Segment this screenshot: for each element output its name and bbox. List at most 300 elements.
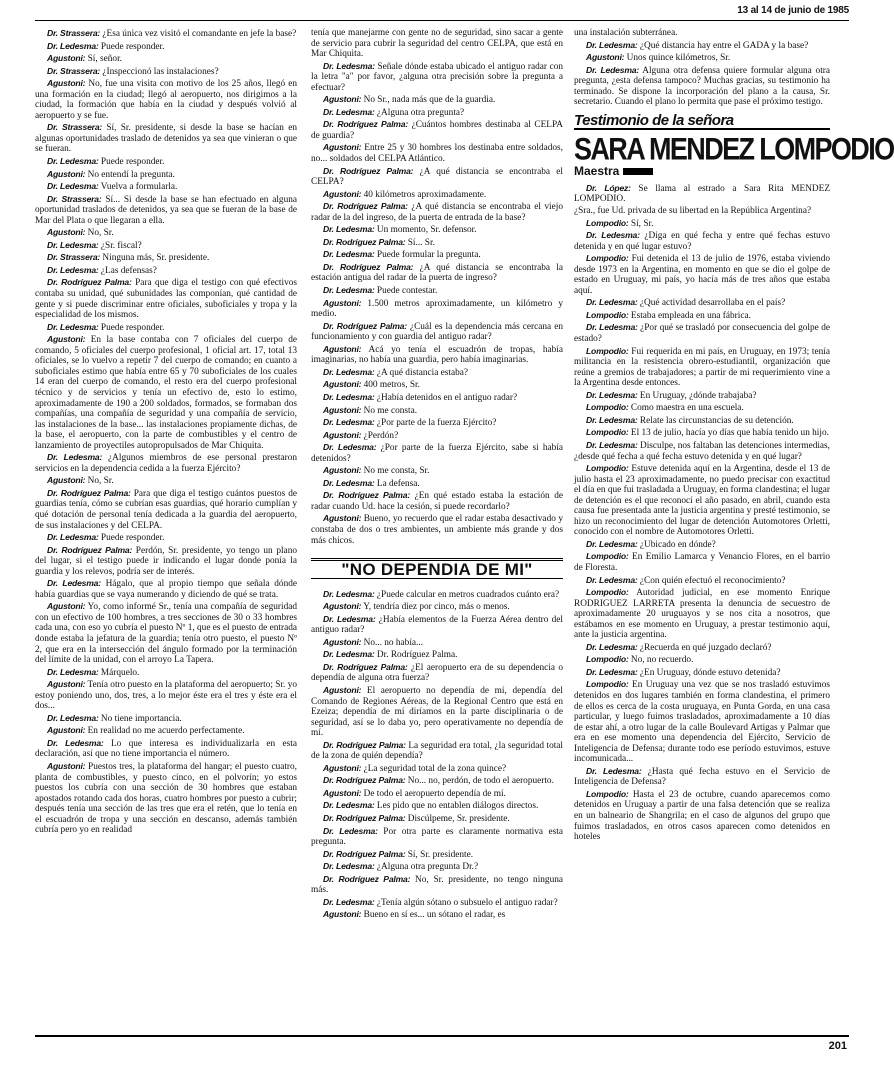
- column-2-part-a: [311, 28, 563, 546]
- speech-text: ¿A qué distancia se encontraba el CELPA?: [311, 166, 563, 188]
- transcript-paragraph: [35, 194, 297, 227]
- transcript-paragraph: [574, 28, 830, 39]
- speech-text: De todo el aeropuerto dependía de mí.: [361, 788, 506, 799]
- speaker-label: Dr. Ledesma:: [586, 297, 638, 308]
- speech-text: Se llama al estrado a Sara Rita MENDEZ LOMPODIO.: [574, 183, 831, 205]
- speech-text: Fui detenida el 13 de julio de 1976, estaba viviendo desde 1973 en la Argentina, en momento en que se dio el golpe de estado en Uruguay, mi país, yo hacía más de tres años que estaba aquí.: [574, 254, 830, 296]
- speaker-label: Dr. Rodríguez Palma:: [323, 119, 408, 130]
- speaker-label: Agustoni:: [47, 53, 86, 64]
- transcript-paragraph: [574, 463, 830, 538]
- transcript-paragraph: [311, 662, 563, 684]
- speech-text: No, Sr.: [85, 476, 114, 487]
- speech-text: Puestos tres, la plataforma del hangar; el puesto cuatro, planta de combustibles, y puesto cinco, en el polvorín; yo estos puestos los cubría con una sección de 30 hombres que estaban apostados rotando cada dos horas, cuatro hombres por puesto a cubrir; después tenía una sección de las tres que era el retén, que lo tenía en el escuadrón de tropa y una sección en descanso, además también cubría pero yo en realidad: [35, 762, 297, 836]
- speaker-label: Agustoni:: [323, 142, 362, 153]
- transcript-paragraph: [35, 667, 297, 679]
- speech-text: Entre 25 y 30 hombres los destinaba entre soldados, no... soldados del CELPA Atlántico.: [311, 143, 563, 165]
- speaker-label: Dr. Ledesma:: [586, 389, 638, 400]
- speaker-label: Agustoni:: [47, 475, 86, 486]
- speaker-label: Dr. Ledesma:: [586, 574, 638, 585]
- speech-text: Ninguna más, Sr. presidente.: [100, 253, 210, 264]
- speech-text: En Emilio Lamarca y Venancio Flores, en el barrio de Floresta.: [574, 552, 830, 573]
- transcript-paragraph: [574, 52, 830, 64]
- transcript-paragraph: [311, 874, 563, 896]
- transcript-paragraph: [311, 107, 563, 119]
- transcript-paragraph: [311, 513, 563, 546]
- speech-text: Alguna otra defensa quiere formular alguna otra pregunta, ¿esta defensa tampoco? Muchas gracias, su testimonio ha terminado. Se dispone la incorporación del plano a la causa, Sr. secretario. Cuando el plano lo permita que pase el próximo testigo.: [574, 65, 830, 108]
- speech-text: La seguridad era total, ¿la seguridad total de la zona de quién dependía?: [311, 740, 564, 762]
- speech-text: ¿Con quién efectuó el reconocimiento?: [637, 575, 786, 586]
- transcript-paragraph: [35, 738, 297, 760]
- transcript-paragraph: [35, 156, 297, 168]
- speaker-label: Dr. Rodríguez Palma:: [323, 236, 406, 247]
- speech-text: ¿Había elementos de la Fuerza Aérea dentro del antiguo radar?: [311, 614, 563, 636]
- speech-text: ¿Las defensas?: [98, 265, 157, 276]
- transcript-paragraph: [311, 897, 563, 909]
- speaker-label: Dr. Ledesma:: [586, 230, 640, 241]
- transcript-paragraph: [35, 601, 297, 665]
- section-title: "NO DEPENDIA DE MI": [311, 558, 563, 579]
- transcript-paragraph: [311, 465, 563, 477]
- transcript-paragraph: [574, 253, 830, 296]
- speech-text: Y, tendría diez por cinco, más o menos.: [361, 602, 510, 613]
- speech-text: Yo, como informé Sr., tenía una compañía de seguridad con un efectivo de 100 hombres, a tres secciones de 30 o 33 hombres cada una, con eso yo cubría el puesto Nº 1, que es el puesto de entrada donde estaba la jefatura de la guardia; tenía otro puesto, el puesto Nº 2, que era en la intersección del ángulo formado por la terminación del límite de la unidad, con el arroyo La Tapera.: [35, 602, 297, 666]
- speech-text: No tiene importancia.: [98, 713, 182, 724]
- speaker-label: Agustoni:: [323, 343, 362, 354]
- speaker-label: Dr. Ledesma:: [586, 64, 640, 75]
- speaker-label: Dr. Ledesma:: [586, 641, 638, 652]
- speech-text: El aeropuerto no dependía de mí, dependía del Comando de Regiones Aéreas, de la Regional Centro que está en Ezeiza; dependía de mí diríamos en la parte disciplinaria o de seguridad, así se lo daba yo, pero operativamente no dependía de mí.: [311, 685, 563, 739]
- transcript-paragraph: [311, 826, 563, 848]
- speech-text: Tenía otro puesto en la plataforma del aeropuerto; Sr. yo estoy poniendo uno, dos, tres, a lo mejor éste era el tres y éste era el dos...: [35, 680, 297, 712]
- speaker-label: Agustoni:: [323, 636, 362, 647]
- speech-text: La defensa.: [374, 478, 420, 489]
- transcript-paragraph: [35, 78, 297, 121]
- witness-name: SARA MENDEZ LOMPODIO: [574, 132, 894, 167]
- transcript-paragraph: [35, 53, 297, 65]
- speaker-label: Agustoni:: [323, 787, 362, 798]
- speaker-label: Dr. Ledesma:: [323, 825, 378, 836]
- transcript-paragraph: [311, 285, 563, 297]
- transcript-paragraph: [574, 390, 830, 402]
- speaker-label: Dr. Ledesma:: [323, 249, 375, 260]
- speaker-label: Dr. Ledesma:: [323, 442, 377, 453]
- transcript-paragraph: [311, 298, 563, 320]
- speaker-label: Dr. Ledesma:: [323, 800, 375, 811]
- transcript-paragraph: [574, 230, 830, 252]
- speech-text: No, fue una visita con motivo de los 25 años, llegó en una formación en la ciudad; llegó al aeropuerto, nos dirigimos a la ciudad, la formación que había en la ciudad y después volvió al aeropuerto y se fue.: [35, 79, 297, 121]
- speaker-label: Dr. Ledesma:: [47, 264, 99, 275]
- speaker-label: Agustoni:: [323, 94, 362, 105]
- transcript-paragraph: [311, 685, 563, 739]
- transcript-paragraph: [35, 66, 297, 78]
- speaker-label: Agustoni:: [323, 404, 362, 415]
- transcript-paragraph: [574, 40, 830, 52]
- transcript-paragraph: [574, 766, 830, 788]
- speech-text: El 13 de julio, hacía yo días que había tenido un hijo.: [628, 428, 829, 439]
- speaker-label: Agustoni:: [47, 761, 86, 771]
- bottom-rule: [35, 1035, 849, 1037]
- speaker-label: Dr. Ledesma:: [586, 538, 638, 549]
- speaker-label: Dr. Ledesma:: [47, 181, 99, 192]
- speaker-label: Agustoni:: [323, 513, 362, 524]
- speaker-label: Agustoni:: [323, 601, 362, 612]
- speaker-label: Agustoni:: [323, 762, 362, 773]
- transcript-paragraph: [574, 322, 830, 344]
- speaker-label: Lompodio:: [586, 427, 629, 438]
- transcript-paragraph: [574, 551, 830, 573]
- transcript-paragraph: [35, 240, 297, 252]
- speech-text: En la base contaba con 7 oficiales del cuerpo de comando, 5 oficiales del cuerpo profesional, 1 oficial art. 17, total 13 oficiales, se lo vuelvo a repetir 7 del cuerpo de comando; en cuanto a suboficiales estimo que había entre 65 y 70 suboficiales de los cuales 14 eran del cuerpo de comando, el resto era del cuerpo profesional técnico y de servicios y tenía un efectivo de, esto lo estimo, aproximadamente de 190 a 200 soldados, formados, se formaban dos compañías, una compañía de seguridad y una compañía de servicio, las instalaciones de la base... las instalaciones propiamente dichas, de la base, el aeropuerto, con la parte de combustibles y el centro de lanzamiento de proyectiles autopropulsados de Mar Chiquita.: [35, 335, 297, 451]
- speech-text: ¿Cuántos hombres destinaba al CELPA de guardia?: [311, 120, 563, 141]
- transcript-paragraph: [311, 740, 563, 762]
- speech-text: ¿Sra., fue Ud. privada de su libertad en la República Argentina?: [574, 206, 812, 217]
- speech-text: Como maestra en una escuela.: [628, 403, 744, 414]
- speaker-label: Dr. Rodríguez Palma:: [323, 813, 406, 823]
- speaker-label: Dr. Strassera:: [47, 65, 101, 76]
- speech-text: No... no, perdón, de todo el aeropuerto.: [405, 776, 554, 787]
- speaker-label: Dr. Ledesma:: [323, 391, 375, 402]
- transcript-paragraph: [574, 667, 830, 679]
- transcript-paragraph: [311, 861, 563, 873]
- speech-text: No, no recuerdo.: [628, 655, 694, 666]
- speaker-label: Dr. Strassera:: [47, 28, 101, 38]
- transcript-paragraph: [311, 189, 563, 201]
- speech-text: Les pido que no entablen diálogos directos.: [374, 801, 539, 812]
- speech-text: En Uruguay, ¿dónde trabajaba?: [637, 390, 757, 401]
- page-number: 201: [828, 1040, 847, 1052]
- transcript-paragraph: [311, 142, 563, 164]
- speech-text: En Uruguay una vez que se nos trasladó estuvimos detenidos en dos lugares también en forma clandestina, el primero de ellos es cerca de la costa uruguaya, en Punta Gorda, en una casa particular, y luego fuimos trasladados, aproximadamente a 10 días de estar ahí, a otro lugar de la calle Boulevard Artigas y Palmar que era en ese momento una dependencia del Ejército, Servicio de Inteligencia de Defensa; durante todo ese período estuvimos, estuve incomunicada...: [574, 680, 830, 765]
- speech-text: Sí... Sr.: [405, 237, 435, 248]
- transcript-paragraph: [35, 28, 297, 40]
- speaker-label: Agustoni:: [323, 684, 362, 695]
- speech-text: No, Sr.: [85, 228, 114, 239]
- speech-text: Autoridad judicial, en ese momento Enrique RODRIGUEZ LARRETA presenta la denuncia de secuestro de aproximadamente 20 uruguayos y se nos cita a nosotros, que estábamos en ese momento en Uruguay, a prestar testimonio aquí, ante la justicia argentina.: [574, 588, 830, 641]
- speaker-label: Agustoni:: [586, 52, 625, 63]
- speaker-label: Dr. Ledesma:: [586, 765, 642, 776]
- speech-text: ¿La seguridad total de la zona quince?: [361, 763, 507, 774]
- speech-text: Lo que interesa es individualizarla en esta declaración, así que no tiene importancia el número.: [35, 738, 297, 760]
- column-3: [574, 28, 894, 844]
- transcript-paragraph: [35, 488, 297, 531]
- speaker-label: Dr. Ledesma:: [586, 414, 638, 425]
- speaker-label: Lompodio:: [586, 463, 629, 474]
- speech-text: No me consta.: [361, 405, 418, 416]
- speaker-label: Agustoni:: [323, 379, 362, 390]
- speaker-label: Agustoni:: [47, 334, 86, 345]
- speech-text: Un momento, Sr. defensor.: [374, 225, 477, 236]
- speaker-label: Dr. Rodríguez Palma:: [323, 739, 406, 750]
- speaker-label: Dr. Ledesma:: [47, 156, 99, 167]
- transcript-paragraph: [35, 452, 297, 474]
- speaker-label: Dr. Ledesma:: [323, 60, 375, 71]
- transcript-paragraph: [574, 218, 830, 230]
- transcript-paragraph: [311, 379, 563, 391]
- speech-text: ¿Qué actividad desarrollaba en el país?: [637, 298, 786, 309]
- speech-text: Señale dónde estaba ubicado el antiguo radar con la letra "a" por favor, ¿alguna otra precisión sobre la pregunta a efectuar?: [311, 61, 563, 93]
- speaker-label: Agustoni:: [47, 601, 86, 612]
- transcript-paragraph: [311, 61, 563, 94]
- speaker-label: Dr. Ledesma:: [47, 666, 99, 677]
- speaker-label: Dr. Strassera:: [47, 252, 101, 263]
- transcript-paragraph: [311, 614, 563, 636]
- speech-text: ¿Ubicado en dónde?: [637, 539, 716, 550]
- column-2-part-b: [311, 589, 563, 921]
- speech-text: Unos quince kilómetros, Sr.: [624, 53, 731, 64]
- speech-text: Para que diga el testigo con qué efectivos contaba su unidad, qué subunidades las componían, qué cantidad de gente y si puede discriminar entre oficiales, suboficiales y tropa y la especialidad de los mismos.: [35, 278, 297, 321]
- speech-text: Sí, Sr.: [628, 218, 654, 229]
- transcript-paragraph: [574, 402, 830, 414]
- speaker-label: Dr. Ledesma:: [323, 224, 375, 235]
- speaker-label: Lompodio:: [586, 788, 629, 799]
- speech-text: 400 metros, Sr.: [361, 380, 420, 391]
- speaker-label: Dr. Ledesma:: [586, 666, 638, 677]
- speaker-label: Agustoni:: [47, 679, 86, 690]
- transcript-paragraph: [311, 490, 563, 512]
- transcript-paragraph: [574, 297, 830, 309]
- transcript-paragraph: [311, 262, 563, 284]
- transcript-paragraph: [35, 713, 297, 725]
- speaker-label: Dr. Ledesma:: [47, 532, 99, 543]
- speaker-label: Agustoni:: [47, 78, 86, 89]
- transcript-paragraph: [574, 346, 830, 389]
- transcript-paragraph: [35, 227, 297, 239]
- transcript-paragraph: [574, 539, 830, 551]
- speaker-label: Dr. Rodríguez Palma:: [323, 320, 407, 331]
- speaker-label: Dr. Ledesma:: [47, 452, 103, 463]
- witness-role-row: [574, 166, 830, 177]
- speech-text: ¿Qué distancia hay entre el GADA y la base?: [637, 40, 809, 51]
- speech-text: ¿Había detenidos en el antiguo radar?: [374, 392, 518, 403]
- transcript-paragraph: [311, 601, 563, 613]
- speaker-label: Dr. López:: [586, 182, 631, 193]
- testimony-heading: Testimonio de la señora: [574, 116, 830, 131]
- speaker-label: Lompodio:: [586, 309, 629, 320]
- speech-text: tenía que manejarme con gente no de seguridad, sino sacar a gente de servicio para cubrir la seguridad del centro CELPA, que está en Mar Chiquita.: [311, 28, 563, 60]
- speaker-label: Dr. Ledesma:: [47, 40, 99, 51]
- speaker-label: Agustoni:: [323, 188, 362, 199]
- speaker-label: Dr. Strassera:: [47, 193, 102, 204]
- speech-text: Bueno, yo recuerdo que el radar estaba desactivado y constaba de dos o tres ambientes, un ambiente más grande y dos más chicos.: [311, 514, 563, 546]
- testimony-header: [574, 111, 894, 179]
- transcript-paragraph: [574, 415, 830, 427]
- speech-text: Sí, Sr. presidente, si desde la base se hacían en algunas oportunidades traslado de detenidos ya sea que vinieran o que se fueran.: [35, 123, 297, 155]
- transcript-paragraph: [311, 321, 563, 343]
- transcript-paragraph: [35, 169, 297, 181]
- speech-text: Márquelo.: [98, 667, 140, 678]
- speech-text: ¿En qué estado estaba la estación de radar cuando Ud. hace la cesión, si puede recordarlo?: [311, 491, 564, 512]
- speech-text: Puede responder.: [98, 41, 165, 52]
- transcript-paragraph: [35, 679, 297, 712]
- transcript-paragraph: [574, 642, 830, 654]
- speaker-label: Agustoni:: [47, 168, 86, 179]
- transcript-paragraph: [311, 649, 563, 661]
- speaker-label: Dr. Ledesma:: [47, 712, 99, 723]
- speech-text: ¿Alguna otra pregunta?: [374, 107, 465, 118]
- speech-text: 1.500 metros aproximadamente, un kilómetro y medio.: [311, 298, 563, 320]
- transcript-paragraph: [311, 344, 563, 366]
- speech-text: ¿Puede calcular en metros cuadrados cuánto era?: [374, 589, 560, 600]
- speaker-label: Dr. Ledesma:: [323, 366, 375, 377]
- transcript-paragraph: [35, 265, 297, 277]
- speaker-label: Dr. Ledesma:: [323, 417, 375, 428]
- speech-text: Puede contestar.: [374, 286, 438, 297]
- speech-text: Por otra parte es claramente normativa esta pregunta.: [311, 826, 563, 848]
- speech-text: ¿Por qué se trasladó por consecuencia del golpe de estado?: [574, 323, 830, 345]
- column-3-part-a: [574, 28, 830, 108]
- speaker-label: Dr. Ledesma:: [323, 106, 375, 117]
- speaker-label: Dr. Ledesma:: [323, 613, 376, 624]
- speaker-label: Dr. Ledesma:: [586, 39, 638, 50]
- column-2: [311, 28, 563, 922]
- speech-text: Hasta el 23 de octubre, cuando aparecemos como detenidos en Uruguay a partir de una falsa detención que se realiza en un balneario de Shangrila; en el caso de algunos del grupo que fuimos trasladados, en otros casos aparecen como detenidos en hoteles: [574, 789, 830, 843]
- speaker-label: Dr. Rodríguez Palma:: [323, 490, 410, 501]
- speaker-label: Agustoni:: [323, 909, 362, 920]
- speech-text: 40 kilómetros aproximadamente.: [361, 189, 487, 200]
- transcript-paragraph: [574, 310, 830, 322]
- speaker-label: Dr. Rodríguez Palma:: [323, 873, 411, 884]
- speaker-label: Dr. Ledesma:: [47, 239, 99, 250]
- speaker-label: Dr. Rodríguez Palma:: [323, 775, 406, 786]
- speech-text: Puede formular la pregunta.: [374, 250, 481, 261]
- speaker-label: Dr. Rodríguez Palma:: [323, 201, 408, 212]
- transcript-paragraph: [311, 800, 563, 812]
- speech-text: ¿A qué distancia se encontraba el viejo radar de la del ingreso, de la puerta de entrada de la base?: [311, 202, 563, 223]
- speaker-label: Dr. Ledesma:: [323, 861, 375, 872]
- speech-text: Para que diga el testigo cuántos puestos de guardias tenía, cómo se cubrían esas guardias, qué horario cumplían y qué dotación de personal tenía dedicada a la guardia del aeropuerto, de sus instalaciones y del CELPA.: [35, 488, 298, 531]
- speaker-label: Dr. Ledesma:: [323, 285, 375, 296]
- transcript-paragraph: [311, 249, 563, 261]
- speech-text: Fui requerida en mi país, en Uruguay, en 1973; tenía militancia en la resistencia obrero-estudiantil, organización que reúne a gremios de trabajadores; a partir de mi requerimiento vine a la Argentina desde entonces.: [574, 346, 830, 389]
- speaker-label: Lompodio:: [586, 345, 629, 356]
- transcript-paragraph: [574, 575, 830, 587]
- transcript-paragraph: [574, 587, 830, 641]
- speech-text: ¿Diga en qué fecha y entre qué fechas estuvo detenida y en qué lugar estuvo?: [574, 231, 830, 252]
- speech-text: Estuve detenida aquí en la Argentina, desde el 13 de julio hasta el 23 aproximadamente, no puedo precisar con exactitud el día en que fui trasladada a Uruguay, en forma clandestina; el lugar de detención es el que reconocí el año pasado, en abril, cuando esta causa fue presentada ante la justicia argentina y presté testimonio, se hizo un reconocimiento del lugar de detención Automotores Orletti, conocido con el nombre de Automotores Orletti.: [574, 464, 830, 538]
- speaker-label: Dr. Rodríguez Palma:: [323, 165, 414, 176]
- issue-date: 13 al 14 de junio de 1985: [737, 5, 849, 16]
- speech-text: Sí, señor.: [85, 54, 122, 65]
- speech-text: Discúlpeme, Sr. presidente.: [405, 814, 510, 824]
- speech-text: ¿Esa única vez visitó el comandante en jefe la base?: [100, 29, 297, 39]
- transcript-paragraph: [311, 637, 563, 649]
- transcript-paragraph: [311, 589, 563, 601]
- speech-text: Dr. Rodríguez Palma.: [374, 650, 458, 661]
- transcript-paragraph: [311, 478, 563, 490]
- transcript-paragraph: [35, 122, 297, 155]
- transcript-paragraph: [574, 183, 830, 205]
- transcript-paragraph: [311, 417, 563, 429]
- speaker-label: Agustoni:: [323, 429, 362, 440]
- speaker-label: Lompodio:: [586, 402, 629, 413]
- transcript-paragraph: [35, 545, 297, 578]
- column-1: [35, 28, 297, 837]
- transcript-paragraph: [574, 65, 830, 108]
- speech-text: Estaba empleada en una fábrica.: [628, 310, 751, 321]
- speaker-label: Dr. Rodríguez Palma:: [323, 848, 406, 859]
- transcript-paragraph: [311, 392, 563, 404]
- witness-role: Maestra: [574, 164, 620, 179]
- speech-text: ¿Alguna otra pregunta Dr.?: [374, 862, 479, 873]
- speech-text: Hágalo, que al propio tiempo que señala dónde había guardias que se vaya numerando y diciendo de qué se trata.: [35, 579, 297, 600]
- transcript-paragraph: [311, 909, 563, 921]
- transcript-paragraph: [311, 367, 563, 379]
- speech-text: Puede responder.: [98, 322, 165, 333]
- speech-text: Puede responder.: [98, 157, 165, 168]
- speech-text: Disculpe, nos faltaban las detenciones intermedias, ¿desde qué fecha a qué fecha estuvo detenida y en qué lugar?: [574, 440, 830, 462]
- speech-text: ¿A qué distancia se encontraba la estación antigua del radar de la puerta de ingreso?: [311, 262, 563, 284]
- speaker-label: Agustoni:: [323, 465, 362, 476]
- speech-text: ¿Recuerda en qué juzgado declaró?: [637, 642, 772, 653]
- speech-text: ¿Por parte de la fuerza Ejército?: [374, 418, 497, 429]
- transcript-paragraph: [311, 119, 563, 141]
- speaker-label: Dr. Ledesma:: [47, 321, 99, 332]
- speaker-label: Lompodio:: [586, 253, 629, 264]
- speaker-label: Dr. Ledesma:: [323, 588, 375, 599]
- speech-text: Bueno en sí es... un sótano el radar, es: [361, 910, 506, 921]
- transcript-paragraph: [35, 277, 297, 320]
- speech-text: ¿Cuál es la dependencia más cercana en funcionamiento y con guardia del antiguo radar?: [311, 321, 564, 343]
- speech-text: Relate las circunstancias de su detención.: [637, 415, 794, 426]
- speaker-label: Dr. Rodríguez Palma:: [323, 261, 414, 272]
- speaker-label: Dr. Ledesma:: [47, 578, 101, 589]
- transcript-paragraph: [311, 94, 563, 106]
- speech-text: No, Sr. presidente, no tengo ninguna más.: [311, 874, 563, 896]
- speaker-label: Lompodio:: [586, 679, 629, 690]
- speech-text: ¿Sr. fiscal?: [98, 240, 142, 251]
- transcript-paragraph: [35, 532, 297, 544]
- speaker-label: Dr. Strassera:: [47, 122, 103, 133]
- transcript-paragraph: [574, 427, 830, 439]
- transcript-paragraph: [311, 849, 563, 861]
- transcript-paragraph: [574, 789, 830, 843]
- speech-text: ¿Por parte de la fuerza Ejército, sabe si había detenidos?: [311, 443, 563, 464]
- transcript-paragraph: [311, 788, 563, 800]
- speaker-label: Lompodio:: [586, 654, 629, 665]
- transcript-paragraph: [35, 761, 297, 836]
- transcript-paragraph: [35, 725, 297, 737]
- transcript-paragraph: [35, 578, 297, 600]
- transcript-paragraph: [311, 763, 563, 775]
- speech-text: ¿A qué distancia estaba?: [374, 367, 469, 378]
- speaker-label: Dr. Ledesma:: [323, 649, 375, 660]
- speech-text: No... no había...: [361, 637, 424, 648]
- transcript-paragraph: [35, 41, 297, 53]
- speaker-label: Agustoni:: [323, 297, 362, 308]
- transcript-paragraph: [311, 813, 563, 825]
- speech-text: En realidad no me acuerdo perfectamente.: [85, 726, 245, 737]
- speaker-label: Dr. Ledesma:: [586, 439, 638, 450]
- speaker-label: Dr. Ledesma:: [47, 737, 104, 748]
- speech-text: No Sr., nada más que de la guardia.: [361, 95, 496, 106]
- transcript-paragraph: [311, 224, 563, 236]
- transcript-paragraph: [311, 430, 563, 442]
- top-rule: [35, 20, 849, 21]
- speech-text: ¿En Uruguay, dónde estuvo detenida?: [637, 667, 781, 678]
- speech-text: ¿Perdón?: [361, 430, 399, 441]
- transcript-paragraph: [35, 334, 297, 451]
- speech-text: No me consta, Sr.: [361, 466, 430, 477]
- transcript-paragraph: [574, 654, 830, 666]
- speaker-label: Dr. Rodríguez Palma:: [47, 487, 131, 498]
- speech-text: ¿Algunos miembros de ese personal prestaron servicios en la dependencia cedida a la fuerza Ejército?: [35, 453, 297, 474]
- transcript-paragraph: [35, 252, 297, 264]
- transcript-paragraph: [35, 475, 297, 487]
- speech-text: una instalación subterránea.: [574, 28, 678, 38]
- transcript-paragraph: [311, 166, 563, 188]
- transcript-paragraph: [311, 405, 563, 417]
- speaker-label: Dr. Ledesma:: [586, 322, 638, 333]
